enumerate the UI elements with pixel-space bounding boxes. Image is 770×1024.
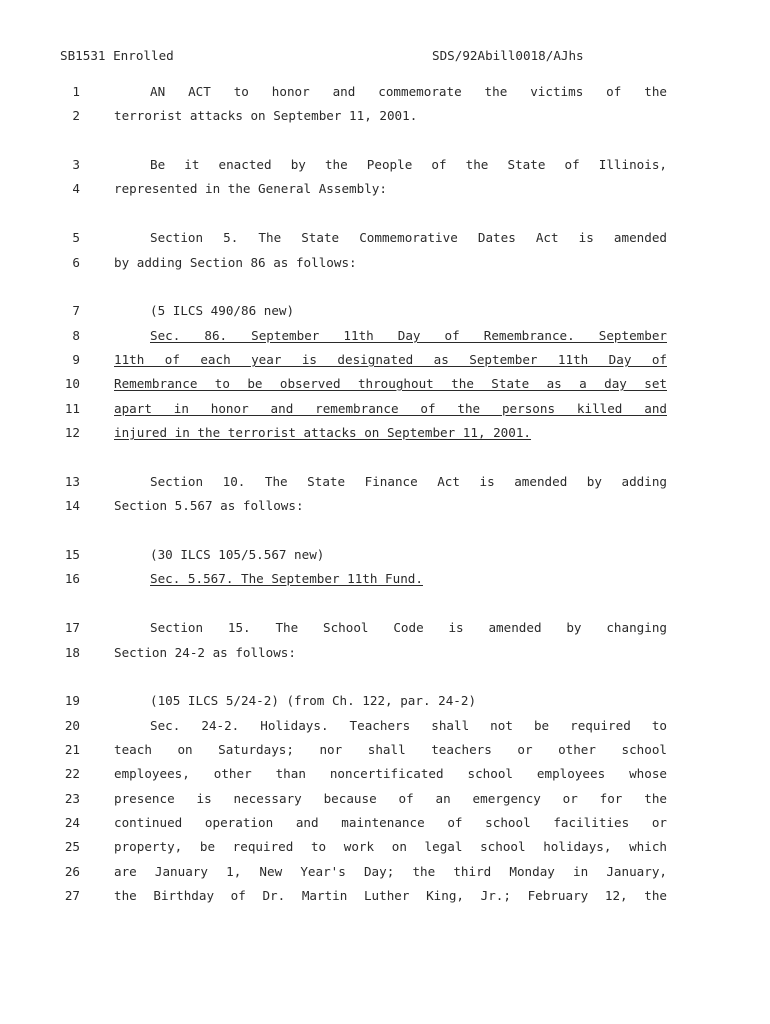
line-number: 16 <box>64 571 80 586</box>
bill-line <box>0 254 770 272</box>
line-number: 9 <box>72 352 80 367</box>
line-text: Section 10. The State Finance Act is amended by adding <box>150 474 667 489</box>
bill-line <box>0 546 770 564</box>
line-number: 7 <box>72 303 80 318</box>
page-header <box>0 48 770 64</box>
line-number: 18 <box>64 645 80 660</box>
bill-line <box>0 375 770 393</box>
bill-line <box>0 156 770 174</box>
bill-line <box>0 83 770 101</box>
bill-line <box>0 302 770 320</box>
line-number: 27 <box>64 888 80 903</box>
drafting-code: SDS/92Abill0018/AJhs <box>432 48 584 63</box>
line-text: represented in the General Assembly: <box>114 181 387 196</box>
line-text: property, be required to work on legal school holidays, which <box>114 839 667 854</box>
bill-line <box>0 765 770 783</box>
line-text: presence is necessary because of an emergency or for the <box>114 791 667 806</box>
line-text: AN ACT to honor and commemorate the victims of the <box>150 84 667 99</box>
bill-line <box>0 838 770 856</box>
line-text: Section 5.567 as follows: <box>114 498 304 513</box>
line-text: Sec. 86. September 11th Day of Remembrance. September <box>150 328 667 343</box>
bill-line <box>0 107 770 125</box>
line-text: Sec. 5.567. The September 11th Fund. <box>150 571 423 586</box>
line-text: the Birthday of Dr. Martin Luther King, Jr.; February 12, the <box>114 888 667 903</box>
line-number: 13 <box>64 474 80 489</box>
line-text: are January 1, New Year's Day; the third Monday in January, <box>114 864 667 879</box>
line-number: 20 <box>64 718 80 733</box>
bill-line <box>0 863 770 881</box>
line-number: 15 <box>64 547 80 562</box>
line-number: 8 <box>72 328 80 343</box>
line-number: 5 <box>72 230 80 245</box>
line-number: 21 <box>64 742 80 757</box>
bill-line <box>0 180 770 198</box>
bill-line <box>0 619 770 637</box>
line-text: terrorist attacks on September 11, 2001. <box>114 108 418 123</box>
bill-line <box>0 717 770 735</box>
bill-line <box>0 473 770 491</box>
line-text: Section 15. The School Code is amended by changing <box>150 620 667 635</box>
bill-line <box>0 887 770 905</box>
line-number: 1 <box>72 84 80 99</box>
line-number: 3 <box>72 157 80 172</box>
line-number: 19 <box>64 693 80 708</box>
bill-line <box>0 570 770 588</box>
line-text: (30 ILCS 105/5.567 new) <box>150 547 325 562</box>
line-text: Section 24-2 as follows: <box>114 645 296 660</box>
line-number: 22 <box>64 766 80 781</box>
line-text: 11th of each year is designated as September 11th Day of <box>114 352 667 367</box>
bill-line <box>0 692 770 710</box>
line-text: injured in the terrorist attacks on September 11, 2001. <box>114 425 532 440</box>
line-text: Section 5. The State Commemorative Dates Act is amended <box>150 230 667 245</box>
line-number: 2 <box>72 108 80 123</box>
line-number: 17 <box>64 620 80 635</box>
line-text: (105 ILCS 5/24-2) (from Ch. 122, par. 24-2) <box>150 693 477 708</box>
line-text: Be it enacted by the People of the State of Illinois, <box>150 157 667 172</box>
line-number: 24 <box>64 815 80 830</box>
line-text: apart in honor and remembrance of the persons killed and <box>114 401 667 416</box>
line-text: Remembrance to be observed throughout the State as a day set <box>114 376 667 391</box>
line-text: Sec. 24-2. Holidays. Teachers shall not be required to <box>150 718 667 733</box>
bill-line <box>0 400 770 418</box>
bill-line <box>0 424 770 442</box>
line-number: 26 <box>64 864 80 879</box>
bill-line <box>0 351 770 369</box>
line-number: 25 <box>64 839 80 854</box>
line-text: continued operation and maintenance of school facilities or <box>114 815 667 830</box>
line-text: by adding Section 86 as follows: <box>114 255 357 270</box>
bill-line <box>0 741 770 759</box>
bill-line <box>0 790 770 808</box>
line-number: 11 <box>64 401 80 416</box>
line-number: 12 <box>64 425 80 440</box>
line-number: 10 <box>64 376 80 391</box>
line-text: (5 ILCS 490/86 new) <box>150 303 295 318</box>
line-number: 14 <box>64 498 80 513</box>
bill-line <box>0 327 770 345</box>
line-text: employees, other than noncertificated school employees whose <box>114 766 667 781</box>
line-number: 6 <box>72 255 80 270</box>
line-number: 4 <box>72 181 80 196</box>
line-number: 23 <box>64 791 80 806</box>
bill-line <box>0 644 770 662</box>
line-text: teach on Saturdays; nor shall teachers or other school <box>114 742 667 757</box>
bill-line <box>0 814 770 832</box>
bill-line <box>0 497 770 515</box>
bill-number: SB1531 Enrolled <box>60 48 174 63</box>
bill-line <box>0 229 770 247</box>
